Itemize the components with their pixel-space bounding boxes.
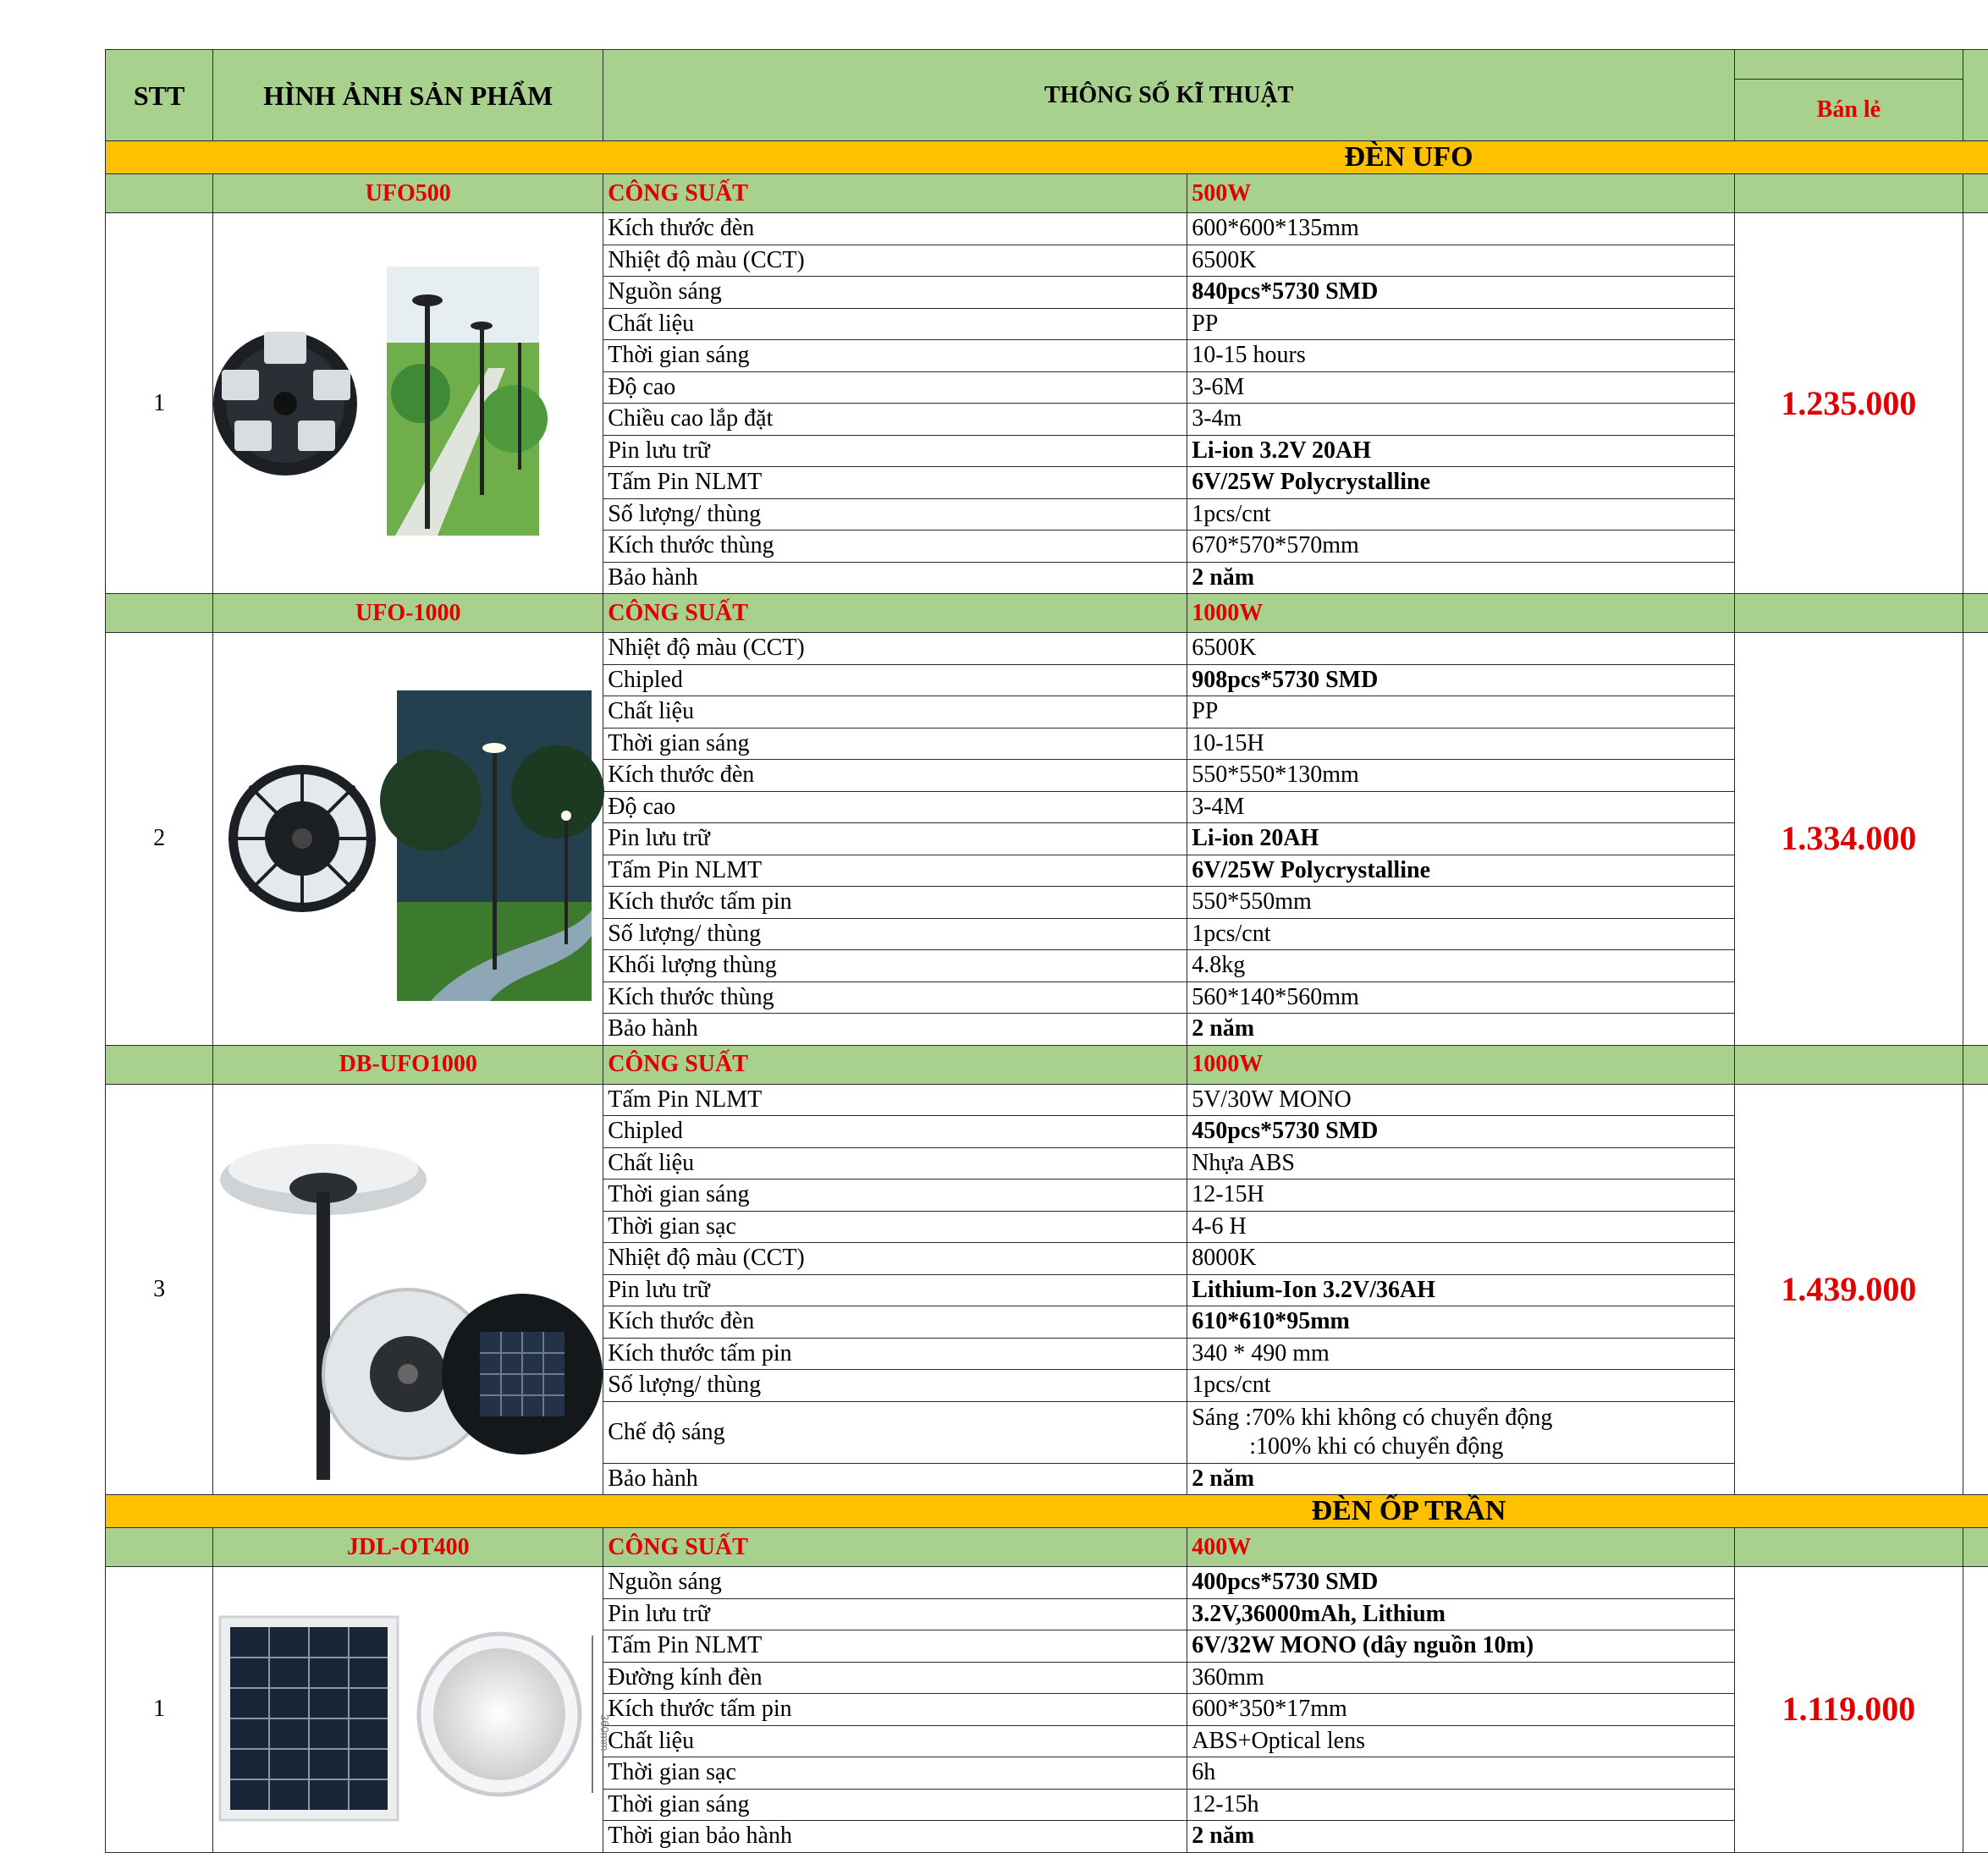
product-model: DB-UFO1000 xyxy=(213,1045,603,1084)
power-row-extra xyxy=(1963,174,1988,213)
spec-value: 12-15h xyxy=(1187,1789,1735,1821)
power-row-extra xyxy=(1963,594,1988,633)
product-power-row xyxy=(106,594,1988,633)
spec-label: Chế độ sáng xyxy=(603,1401,1187,1463)
spec-value: Lithium-Ion 3.2V/36AH xyxy=(1187,1274,1735,1306)
spec-label: Chipled xyxy=(603,664,1187,696)
power-value: 1000W xyxy=(1187,594,1735,633)
retail-price: 1.439.000 xyxy=(1735,1084,1963,1495)
spec-value: Li-ion 3.2V 20AH xyxy=(1187,435,1735,467)
product-model: UFO-1000 xyxy=(213,594,603,633)
spec-value: 550*550mm xyxy=(1187,887,1735,919)
spec-label: Nhiệt độ màu (CCT) xyxy=(603,1243,1187,1275)
spec-label: Thời gian sáng xyxy=(603,1789,1187,1821)
header-specs: THÔNG SỐ KĨ THUẬT xyxy=(603,50,1735,141)
power-label: CÔNG SUẤT xyxy=(603,1045,1187,1084)
header-retail: Bán lẻ xyxy=(1735,80,1963,141)
power-label: CÔNG SUẤT xyxy=(603,174,1187,213)
spec-value: 5V/30W MONO xyxy=(1187,1084,1735,1116)
product-model: JDL-OT400 xyxy=(213,1528,603,1567)
spec-label: Số lượng/ thùng xyxy=(603,918,1187,950)
spec-label: Chất liệu xyxy=(603,1725,1187,1757)
spec-value: 2 năm xyxy=(1187,562,1735,594)
spec-label: Chất liệu xyxy=(603,1147,1187,1179)
section-row xyxy=(106,141,1988,174)
ufo1000-product-image xyxy=(213,652,603,1025)
product-image-cell xyxy=(213,1567,603,1853)
spec-label: Tấm Pin NLMT xyxy=(603,1084,1187,1116)
spec-value: 6500K xyxy=(1187,245,1735,277)
spec-value: 360mm xyxy=(1187,1662,1735,1694)
spec-value: 2 năm xyxy=(1187,1821,1735,1853)
retail-price: 1.235.000 xyxy=(1735,213,1963,594)
power-row-stt-blank xyxy=(106,174,213,213)
power-row-stt-blank xyxy=(106,594,213,633)
spec-value: ABS+Optical lens xyxy=(1187,1725,1735,1757)
spec-label: Kích thước tấm pin xyxy=(603,1338,1187,1370)
spec-label: Bảo hành xyxy=(603,1463,1187,1495)
spec-value: 3-6M xyxy=(1187,371,1735,404)
spec-label: Kích thước đèn xyxy=(603,1306,1187,1339)
spec-value: 10-15 hours xyxy=(1187,340,1735,372)
extra-column xyxy=(1963,633,1988,1046)
retail-price: 1.119.000 xyxy=(1735,1567,1963,1853)
garden-photo-icon xyxy=(387,267,548,536)
ufo-lamp-icon xyxy=(213,332,357,476)
spec-label: Thời gian bảo hành xyxy=(603,1821,1187,1853)
header-price-group xyxy=(1735,50,1963,80)
power-row-stt-blank xyxy=(106,1528,213,1567)
spec-label: Đường kính đèn xyxy=(603,1662,1187,1694)
spec-label: Kích thước đèn xyxy=(603,213,1187,245)
ufo500-product-image xyxy=(213,223,603,585)
spec-value: 560*140*560mm xyxy=(1187,981,1735,1014)
spec-row xyxy=(106,633,1988,665)
spec-label: Thời gian sáng xyxy=(603,728,1187,760)
spec-value: 6V/32W MONO (dây nguồn 10m) xyxy=(1187,1630,1735,1663)
spec-label: Kích thước tấm pin xyxy=(603,887,1187,919)
power-row-price-blank xyxy=(1735,1528,1963,1567)
product-model: UFO500 xyxy=(213,174,603,213)
spec-value: 6V/25W Polycrystalline xyxy=(1187,855,1735,887)
spec-row xyxy=(106,1567,1988,1599)
spec-label: Pin lưu trữ xyxy=(603,435,1187,467)
park-night-photo-icon xyxy=(380,690,604,1001)
spec-label: Kích thước đèn xyxy=(603,760,1187,792)
spec-value: 550*550*130mm xyxy=(1187,760,1735,792)
spec-row xyxy=(106,213,1988,245)
spec-value: 3-4m xyxy=(1187,404,1735,436)
spec-value: 6h xyxy=(1187,1757,1735,1790)
product-power-row xyxy=(106,1045,1988,1084)
spec-value: 340 * 490 mm xyxy=(1187,1338,1735,1370)
product-stt: 1 xyxy=(106,1567,213,1853)
section-row xyxy=(106,1495,1988,1528)
spec-value: 610*610*95mm xyxy=(1187,1306,1735,1339)
spec-value: 3-4M xyxy=(1187,791,1735,823)
ufo-lamp-icon xyxy=(229,765,376,912)
spec-value: PP xyxy=(1187,696,1735,729)
solar-panel-icon xyxy=(442,1294,603,1454)
header-image: HÌNH ẢNH SẢN PHẨM xyxy=(213,50,603,141)
spec-value-line2: :100% khi có chuyển động xyxy=(1192,1432,1730,1461)
spec-value: 840pcs*5730 SMD xyxy=(1187,277,1735,309)
spec-value: 4.8kg xyxy=(1187,950,1735,982)
spec-value: 600*600*135mm xyxy=(1187,213,1735,245)
spec-label: Số lượng/ thùng xyxy=(603,498,1187,531)
extra-column xyxy=(1963,213,1988,594)
spec-label: Thời gian sạc xyxy=(603,1757,1187,1790)
product-power-row xyxy=(106,1528,1988,1567)
extra-column xyxy=(1963,1567,1988,1853)
spec-label: Pin lưu trữ xyxy=(603,823,1187,855)
spec-value: 1pcs/cnt xyxy=(1187,498,1735,531)
product-power-row xyxy=(106,174,1988,213)
header-stt: STT xyxy=(106,50,213,141)
spec-label: Chất liệu xyxy=(603,308,1187,340)
spec-label: Chất liệu xyxy=(603,696,1187,729)
spec-value: 8000K xyxy=(1187,1243,1735,1275)
spec-value: 450pcs*5730 SMD xyxy=(1187,1116,1735,1148)
header-extra xyxy=(1963,50,1988,141)
spec-value: Li-ion 20AH xyxy=(1187,823,1735,855)
spec-label: Nhiệt độ màu (CCT) xyxy=(603,633,1187,665)
spec-label: Kích thước tấm pin xyxy=(603,1694,1187,1726)
spec-value: Nhựa ABS xyxy=(1187,1147,1735,1179)
spec-label: Tấm Pin NLMT xyxy=(603,855,1187,887)
spec-label: Thời gian sáng xyxy=(603,1179,1187,1212)
spec-label: Thời gian sạc xyxy=(603,1211,1187,1243)
spec-value: 1pcs/cnt xyxy=(1187,918,1735,950)
spec-value: 400pcs*5730 SMD xyxy=(1187,1567,1735,1599)
spec-label: Số lượng/ thùng xyxy=(603,1370,1187,1402)
spec-label: Nguồn sáng xyxy=(603,277,1187,309)
spec-label: Chiều cao lắp đặt xyxy=(603,404,1187,436)
spec-label: Thời gian sáng xyxy=(603,340,1187,372)
product-image-cell xyxy=(213,1084,603,1495)
spec-value: 908pcs*5730 SMD xyxy=(1187,664,1735,696)
spec-value: 670*570*570mm xyxy=(1187,531,1735,563)
spec-value: 6V/25W Polycrystalline xyxy=(1187,467,1735,499)
spec-value: 2 năm xyxy=(1187,1014,1735,1046)
spec-label: Pin lưu trữ xyxy=(603,1274,1187,1306)
power-row-price-blank xyxy=(1735,594,1963,633)
section-title: ĐÈN UFO xyxy=(106,141,1988,174)
power-row-extra xyxy=(1963,1528,1988,1567)
spec-label: Độ cao xyxy=(603,791,1187,823)
product-stt: 1 xyxy=(106,213,213,594)
spec-value: 600*350*17mm xyxy=(1187,1694,1735,1726)
product-image-cell xyxy=(213,633,603,1046)
spec-value: PP xyxy=(1187,308,1735,340)
product-stt: 3 xyxy=(106,1084,213,1495)
product-stt: 2 xyxy=(106,633,213,1046)
power-row-price-blank xyxy=(1735,1045,1963,1084)
spec-label: Chipled xyxy=(603,1116,1187,1148)
spec-value: 6500K xyxy=(1187,633,1735,665)
spec-label: Bảo hành xyxy=(603,1014,1187,1046)
spec-value-line1: Sáng :70% khi không có chuyển động xyxy=(1192,1404,1730,1432)
spec-label: Bảo hành xyxy=(603,562,1187,594)
spec-label: Nguồn sáng xyxy=(603,1567,1187,1599)
spec-label: Kích thước thùng xyxy=(603,981,1187,1014)
spec-value: 2 năm xyxy=(1187,1463,1735,1495)
power-value: 400W xyxy=(1187,1528,1735,1567)
power-value: 500W xyxy=(1187,174,1735,213)
spec-value: 12-15H xyxy=(1187,1179,1735,1212)
spec-label: Độ cao xyxy=(603,371,1187,404)
spec-label: Khối lượng thùng xyxy=(603,950,1187,982)
lamp-diameter-label: 360mm xyxy=(598,1714,611,1751)
product-image-cell xyxy=(213,213,603,594)
spec-value: 10-15H xyxy=(1187,728,1735,760)
spec-value: 3.2V,36000mAh, Lithium xyxy=(1187,1598,1735,1630)
retail-price: 1.334.000 xyxy=(1735,633,1963,1046)
ceiling-lamp-icon xyxy=(419,1634,592,1795)
spec-label: Tấm Pin NLMT xyxy=(603,1630,1187,1663)
spec-value: 4-6 H xyxy=(1187,1211,1735,1243)
power-row-stt-blank xyxy=(106,1045,213,1084)
extra-column xyxy=(1963,1084,1988,1495)
power-label: CÔNG SUẤT xyxy=(603,594,1187,633)
price-table xyxy=(105,49,1988,1853)
spec-label: Pin lưu trữ xyxy=(603,1598,1187,1630)
power-label: CÔNG SUẤT xyxy=(603,1528,1187,1567)
db-ufo1000-product-image xyxy=(213,1103,603,1476)
spec-label: Kích thước thùng xyxy=(603,531,1187,563)
power-value: 1000W xyxy=(1187,1045,1735,1084)
power-row-price-blank xyxy=(1735,174,1963,213)
spec-value xyxy=(1187,1401,1735,1463)
power-row-extra xyxy=(1963,1045,1988,1084)
jdl-ot400-product-image xyxy=(213,1575,603,1845)
spec-value: 1pcs/cnt xyxy=(1187,1370,1735,1402)
spec-row xyxy=(106,1084,1988,1116)
solar-panel-icon xyxy=(220,1617,398,1820)
spec-label: Nhiệt độ màu (CCT) xyxy=(603,245,1187,277)
header-row xyxy=(106,50,1988,80)
section-title: ĐÈN ỐP TRẦN xyxy=(106,1495,1988,1528)
spec-label: Tấm Pin NLMT xyxy=(603,467,1187,499)
